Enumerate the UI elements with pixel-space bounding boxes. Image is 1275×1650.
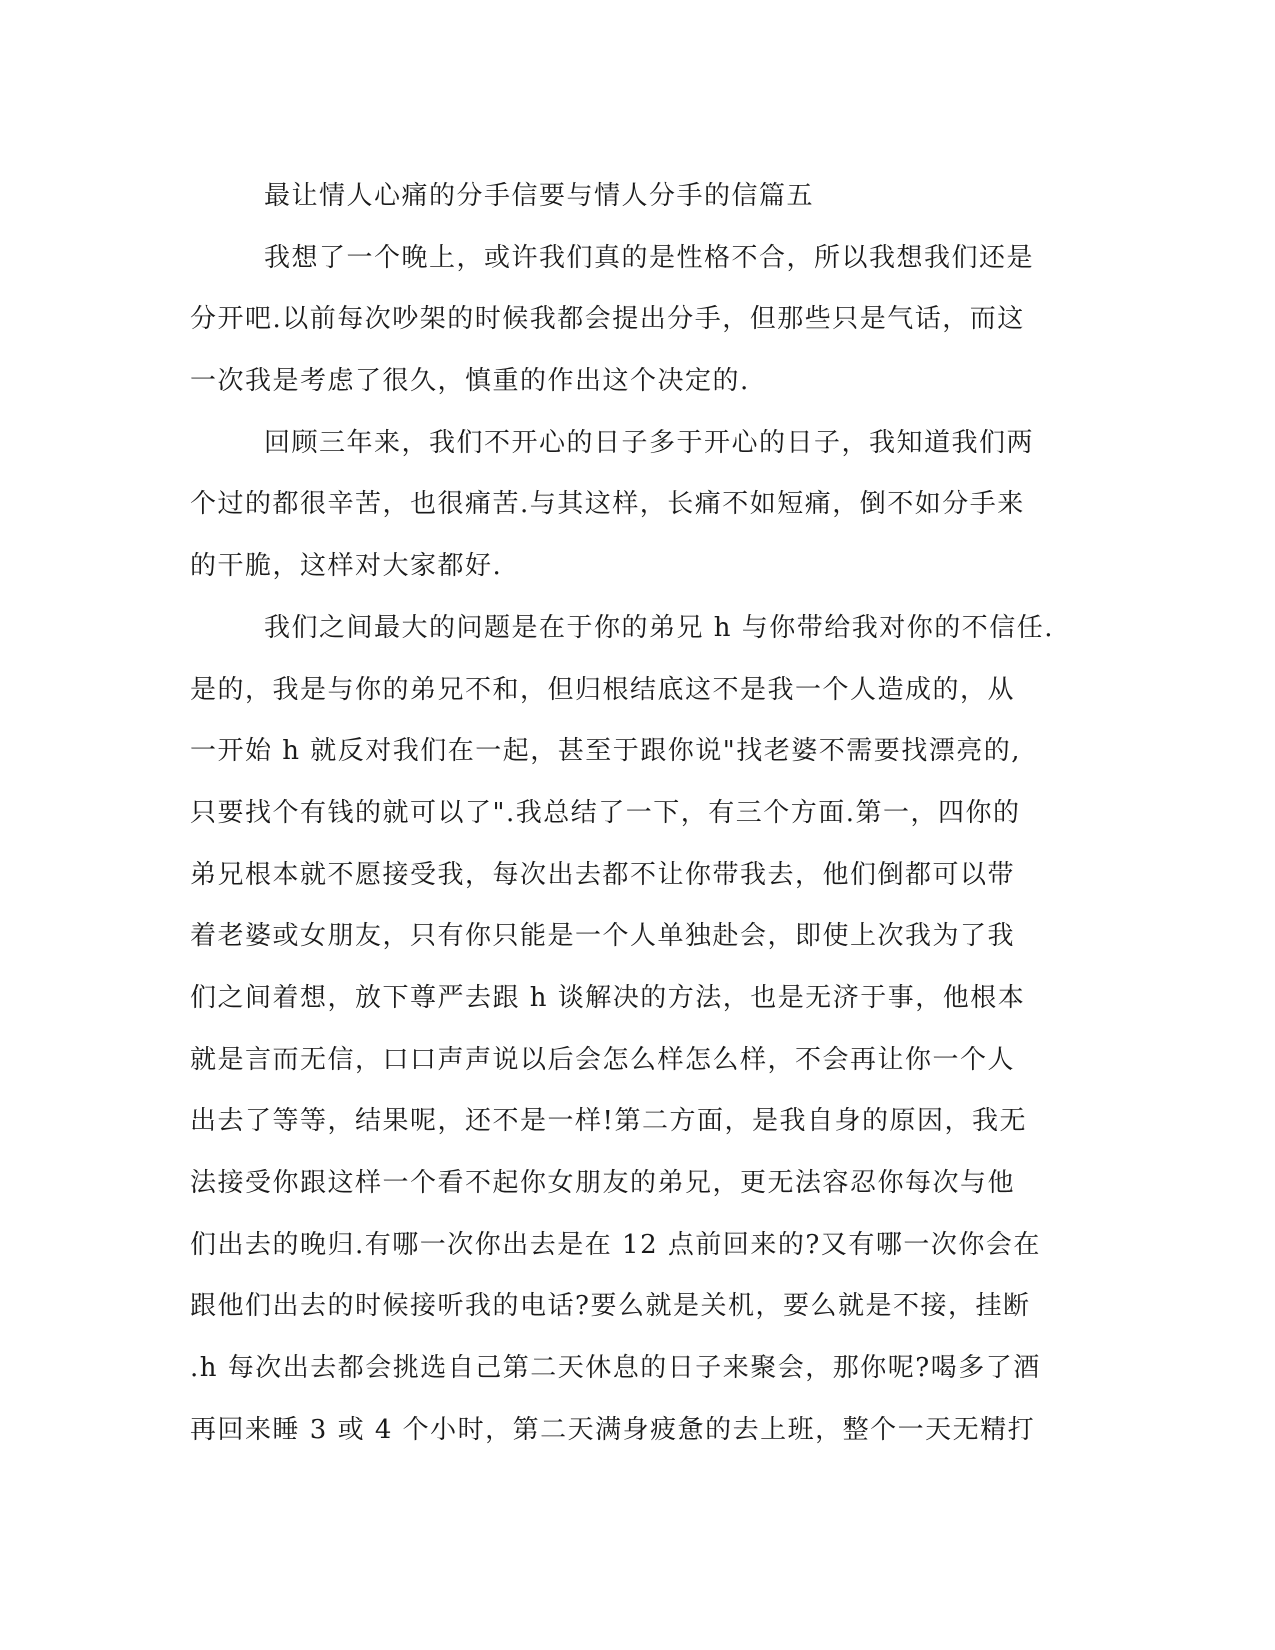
text-line: 一次我是考虑了很久，慎重的作出这个决定的. bbox=[190, 366, 750, 397]
text-line: 我们之间最大的问题是在于你的弟兄 h 与你带给我对你的不信任. bbox=[264, 612, 1055, 643]
text-line: 回顾三年来，我们不开心的日子多于开心的日子，我知道我们两 bbox=[264, 427, 1035, 458]
text-line: 弟兄根本就不愿接受我，每次出去都不让你带我去，他们倒都可以带 bbox=[190, 859, 1016, 890]
text-line: 出去了等等，结果呢，还不是一样!第二方面，是我自身的原因，我无 bbox=[190, 1106, 1027, 1137]
text-line: 再回来睡 3 或 4 个小时，第二天满身疲惫的去上班，整个一天无精打 bbox=[190, 1414, 1036, 1445]
text-line: 的干脆，这样对大家都好. bbox=[190, 551, 503, 582]
text-line: 跟他们出去的时候接听我的电话?要么就是关机，要么就是不接，挂断 bbox=[190, 1291, 1031, 1322]
document-title: 最让情人心痛的分手信要与情人分手的信篇五 bbox=[264, 181, 815, 211]
text-line: 个过的都很辛苦，也很痛苦.与其这样，长痛不如短痛，倒不如分手来 bbox=[190, 489, 1025, 520]
text-line: 只要找个有钱的就可以了".我总结了一下，有三个方面.第一，四你的 bbox=[190, 797, 1021, 828]
text-line: 我想了一个晚上，或许我们真的是性格不合，所以我想我们还是 bbox=[264, 242, 1035, 273]
text-line: 一开始 h 就反对我们在一起，甚至于跟你说"找老婆不需要找漂亮的, bbox=[190, 736, 1021, 767]
text-line: 就是言而无信，口口声声说以后会怎么样怎么样，不会再让你一个人 bbox=[190, 1044, 1016, 1075]
text-line: 们之间着想，放下尊严去跟 h 谈解决的方法，也是无济于事，他根本 bbox=[190, 982, 1026, 1013]
text-line: 们出去的晚归.有哪一次你出去是在 12 点前回来的?又有哪一次你会在 bbox=[190, 1229, 1041, 1260]
text-line: 法接受你跟这样一个看不起你女朋友的弟兄，更无法容忍你每次与他 bbox=[190, 1168, 1016, 1198]
text-line: .h 每次出去都会挑选自己第二天休息的日子来聚会，那你呢?喝多了酒 bbox=[190, 1353, 1041, 1384]
text-line: 是的，我是与你的弟兄不和，但归根结底这不是我一个人造成的，从 bbox=[190, 674, 1016, 705]
text-line: 着老婆或女朋友，只有你只能是一个人单独赴会，即使上次我为了我 bbox=[190, 921, 1016, 952]
document-body bbox=[190, 166, 1070, 1461]
text-line: 分开吧.以前每次吵架的时候我都会提出分手，但那些只是气话，而这 bbox=[190, 304, 1025, 335]
